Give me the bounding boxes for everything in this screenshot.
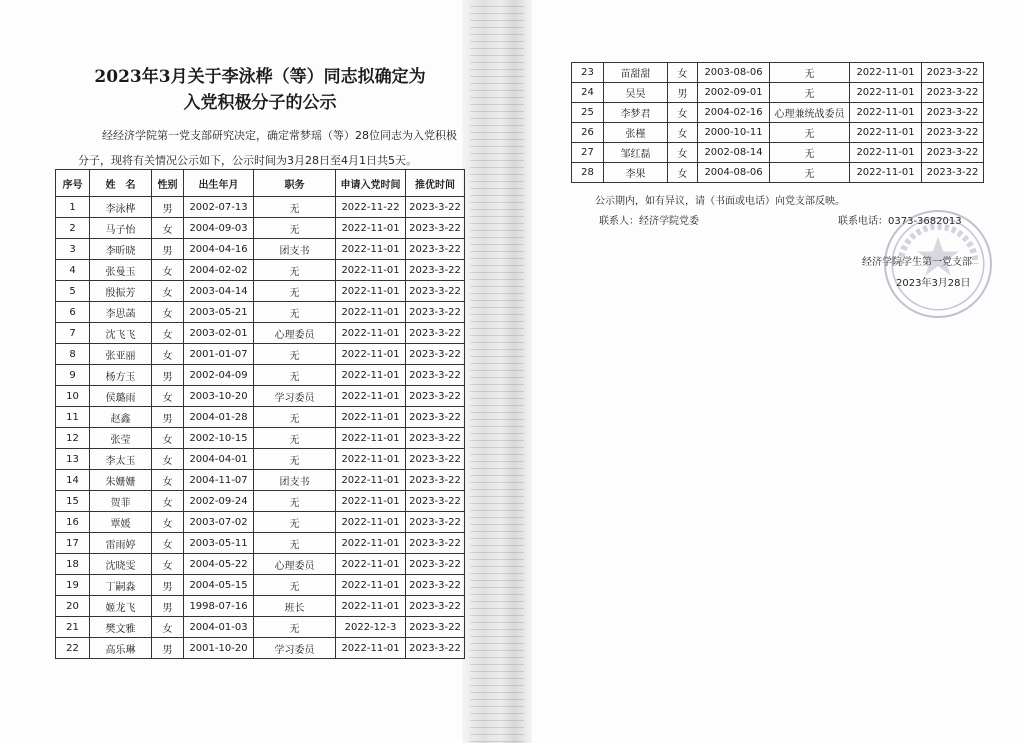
cell-gender: 男 (152, 407, 184, 428)
cell-recommend-date: 2023-3-22 (406, 365, 465, 386)
cell-apply-date: 2022-11-01 (336, 239, 406, 260)
cell-birth: 2002-09-01 (698, 83, 770, 103)
cell-name: 邹红磊 (604, 143, 668, 163)
header-recommend-date: 推优时间 (406, 170, 465, 197)
table-row (56, 491, 465, 512)
cell-birth: 2002-09-24 (184, 491, 254, 512)
cell-position: 无 (770, 143, 850, 163)
cell-apply-date: 2022-11-01 (336, 449, 406, 470)
cell-birth: 2004-04-16 (184, 239, 254, 260)
cell-recommend-date: 2023-3-22 (406, 470, 465, 491)
cell-gender: 男 (152, 197, 184, 218)
cell-birth: 2004-11-07 (184, 470, 254, 491)
cell-birth: 2002-04-09 (184, 365, 254, 386)
cell-index: 12 (56, 428, 90, 449)
cell-gender: 女 (152, 260, 184, 281)
cell-gender: 女 (152, 323, 184, 344)
cell-birth: 2004-08-06 (698, 163, 770, 183)
cell-position: 无 (254, 617, 336, 638)
cell-gender: 女 (152, 470, 184, 491)
cell-apply-date: 2022-11-01 (336, 281, 406, 302)
cell-apply-date: 2022-11-01 (850, 143, 922, 163)
cell-recommend-date: 2023-3-22 (922, 63, 984, 83)
cell-recommend-date: 2023-3-22 (406, 617, 465, 638)
cell-recommend-date: 2023-3-22 (922, 143, 984, 163)
cell-index: 28 (572, 163, 604, 183)
cell-name: 李果 (604, 163, 668, 183)
cell-gender: 男 (152, 239, 184, 260)
cell-index: 5 (56, 281, 90, 302)
cell-index: 16 (56, 512, 90, 533)
cell-apply-date: 2022-11-01 (336, 386, 406, 407)
cell-gender: 女 (152, 491, 184, 512)
cell-gender: 男 (152, 575, 184, 596)
cell-birth: 2004-05-22 (184, 554, 254, 575)
cell-recommend-date: 2023-3-22 (406, 344, 465, 365)
cell-index: 1 (56, 197, 90, 218)
cell-index: 21 (56, 617, 90, 638)
cell-gender: 女 (152, 449, 184, 470)
cell-birth: 2000-10-11 (698, 123, 770, 143)
cell-recommend-date: 2023-3-22 (406, 323, 465, 344)
objection-notice: 公示期内，如有异议，请（书面或电话）向党支部反映。 (595, 196, 845, 207)
header-index: 序号 (56, 170, 90, 197)
cell-recommend-date: 2023-3-22 (406, 428, 465, 449)
cell-name: 李泳桦 (90, 197, 152, 218)
cell-gender: 男 (152, 596, 184, 617)
issue-date: 2023年3月28日 (896, 278, 971, 289)
cell-birth: 2003-10-20 (184, 386, 254, 407)
cell-index: 14 (56, 470, 90, 491)
cell-index: 15 (56, 491, 90, 512)
doc-title-line1: 2023年3月关于李泳桦（等）同志拟确定为 (94, 67, 426, 87)
cell-gender: 女 (152, 617, 184, 638)
cell-name: 杨方玉 (90, 365, 152, 386)
table-row (56, 344, 465, 365)
table-row (572, 103, 984, 123)
table-row (56, 365, 465, 386)
cell-birth: 2004-01-03 (184, 617, 254, 638)
cell-index: 8 (56, 344, 90, 365)
cell-position: 无 (770, 83, 850, 103)
cell-recommend-date: 2023-3-22 (406, 239, 465, 260)
cell-birth: 2003-05-21 (184, 302, 254, 323)
issuer-name: 经济学院学生第一党支部 (862, 257, 972, 268)
cell-position: 无 (254, 281, 336, 302)
cell-index: 3 (56, 239, 90, 260)
cell-name: 贺菲 (90, 491, 152, 512)
cell-birth: 2001-01-07 (184, 344, 254, 365)
cell-name: 雷雨婷 (90, 533, 152, 554)
cell-gender: 女 (152, 386, 184, 407)
cell-position: 心理兼统战委员 (770, 103, 850, 123)
cell-recommend-date: 2023-3-22 (406, 260, 465, 281)
cell-name: 李思菡 (90, 302, 152, 323)
intro-line1: 经经济学院第一党支部研究决定，确定常梦瑶（等）28位同志为入党积极 (102, 129, 457, 142)
cell-birth: 2004-09-03 (184, 218, 254, 239)
roster-table-right (571, 62, 984, 183)
cell-apply-date: 2022-11-01 (336, 491, 406, 512)
table-row (56, 260, 465, 281)
cell-position: 无 (254, 260, 336, 281)
cell-name: 吴昊 (604, 83, 668, 103)
cell-apply-date: 2022-11-01 (336, 533, 406, 554)
cell-recommend-date: 2023-3-22 (922, 103, 984, 123)
cell-recommend-date: 2023-3-22 (922, 123, 984, 143)
table-row (56, 281, 465, 302)
cell-index: 10 (56, 386, 90, 407)
cell-index: 20 (56, 596, 90, 617)
table-row (572, 163, 984, 183)
cell-position: 无 (254, 407, 336, 428)
cell-position: 无 (254, 449, 336, 470)
table-row (56, 239, 465, 260)
table-row (572, 123, 984, 143)
cell-name: 覃媛 (90, 512, 152, 533)
cell-gender: 女 (668, 143, 698, 163)
table-header-row (56, 170, 465, 197)
cell-recommend-date: 2023-3-22 (406, 281, 465, 302)
cell-recommend-date: 2023-3-22 (406, 554, 465, 575)
cell-position: 无 (254, 365, 336, 386)
cell-name: 高乐琳 (90, 638, 152, 659)
table-row (56, 197, 465, 218)
cell-position: 无 (254, 197, 336, 218)
cell-index: 18 (56, 554, 90, 575)
header-birth: 出生年月 (184, 170, 254, 197)
cell-recommend-date: 2023-3-22 (406, 386, 465, 407)
cell-name: 姬龙飞 (90, 596, 152, 617)
cell-gender: 女 (668, 63, 698, 83)
table-row (56, 470, 465, 491)
table-row (56, 218, 465, 239)
cell-gender: 女 (668, 123, 698, 143)
table-row (56, 533, 465, 554)
cell-recommend-date: 2023-3-22 (922, 83, 984, 103)
roster-body-right (572, 63, 984, 183)
cell-apply-date: 2022-11-01 (850, 103, 922, 123)
cell-position: 学习委员 (254, 638, 336, 659)
cell-name: 丁嗣淼 (90, 575, 152, 596)
cell-recommend-date: 2023-3-22 (406, 638, 465, 659)
cell-apply-date: 2022-11-01 (336, 512, 406, 533)
cell-name: 张槿 (604, 123, 668, 143)
cell-index: 17 (56, 533, 90, 554)
cell-index: 24 (572, 83, 604, 103)
doc-title-line2: 入党积极分子的公示 (183, 93, 337, 113)
cell-index: 22 (56, 638, 90, 659)
cell-apply-date: 2022-11-01 (336, 407, 406, 428)
table-row (56, 512, 465, 533)
cell-birth: 2003-08-06 (698, 63, 770, 83)
cell-position: 无 (254, 218, 336, 239)
roster-body-left (56, 197, 465, 659)
cell-apply-date: 2022-11-01 (336, 575, 406, 596)
cell-position: 团支书 (254, 239, 336, 260)
table-row (56, 596, 465, 617)
cell-position: 心理委员 (254, 554, 336, 575)
cell-apply-date: 2022-11-01 (336, 302, 406, 323)
cell-gender: 女 (668, 103, 698, 123)
cell-position: 无 (254, 533, 336, 554)
table-row (56, 302, 465, 323)
cell-birth: 2002-10-15 (184, 428, 254, 449)
cell-birth: 1998-07-16 (184, 596, 254, 617)
cell-name: 樊文雅 (90, 617, 152, 638)
cell-birth: 2004-01-28 (184, 407, 254, 428)
cell-apply-date: 2022-11-01 (850, 163, 922, 183)
cell-recommend-date: 2023-3-22 (406, 575, 465, 596)
cell-index: 27 (572, 143, 604, 163)
cell-position: 无 (254, 344, 336, 365)
cell-position: 无 (770, 123, 850, 143)
cell-index: 2 (56, 218, 90, 239)
cell-apply-date: 2022-11-01 (336, 470, 406, 491)
cell-gender: 男 (152, 638, 184, 659)
cell-position: 无 (254, 512, 336, 533)
cell-position: 团支书 (254, 470, 336, 491)
cell-index: 11 (56, 407, 90, 428)
cell-apply-date: 2022-11-01 (850, 83, 922, 103)
cell-name: 李昕晓 (90, 239, 152, 260)
cell-name: 朱姗姗 (90, 470, 152, 491)
cell-gender: 女 (668, 163, 698, 183)
cell-apply-date: 2022-11-01 (336, 323, 406, 344)
cell-apply-date: 2022-11-01 (850, 123, 922, 143)
cell-birth: 2004-05-15 (184, 575, 254, 596)
cell-gender: 女 (152, 512, 184, 533)
cell-gender: 女 (152, 554, 184, 575)
contact-person: 联系人：经济学院党委 (599, 216, 699, 227)
cell-position: 无 (254, 575, 336, 596)
cell-apply-date: 2022-11-01 (336, 344, 406, 365)
cell-name: 沈飞飞 (90, 323, 152, 344)
table-row (56, 407, 465, 428)
cell-recommend-date: 2023-3-22 (922, 163, 984, 183)
cell-birth: 2003-05-11 (184, 533, 254, 554)
cell-gender: 女 (152, 302, 184, 323)
header-name: 姓 名 (90, 170, 152, 197)
cell-birth: 2004-04-01 (184, 449, 254, 470)
cell-gender: 女 (152, 428, 184, 449)
table-row (56, 575, 465, 596)
cell-apply-date: 2022-11-01 (336, 260, 406, 281)
cell-index: 6 (56, 302, 90, 323)
cell-apply-date: 2022-12-3 (336, 617, 406, 638)
header-gender: 性别 (152, 170, 184, 197)
cell-name: 张曼玉 (90, 260, 152, 281)
cell-apply-date: 2022-11-01 (336, 218, 406, 239)
contact-phone: 联系电话：0373-3682013 (838, 216, 962, 227)
cell-recommend-date: 2023-3-22 (406, 197, 465, 218)
cell-position: 无 (254, 491, 336, 512)
table-row (56, 386, 465, 407)
cell-gender: 男 (152, 365, 184, 386)
table-row (56, 617, 465, 638)
cell-birth: 2003-07-02 (184, 512, 254, 533)
cell-recommend-date: 2023-3-22 (406, 407, 465, 428)
cell-gender: 女 (152, 533, 184, 554)
cell-recommend-date: 2023-3-22 (406, 218, 465, 239)
cell-recommend-date: 2023-3-22 (406, 302, 465, 323)
cell-name: 李太玉 (90, 449, 152, 470)
cell-apply-date: 2022-11-01 (336, 428, 406, 449)
cell-name: 马子怡 (90, 218, 152, 239)
cell-apply-date: 2022-11-22 (336, 197, 406, 218)
cell-name: 侯璐雨 (90, 386, 152, 407)
header-position: 职务 (254, 170, 336, 197)
table-row (572, 63, 984, 83)
cell-apply-date: 2022-11-01 (336, 365, 406, 386)
cell-recommend-date: 2023-3-22 (406, 533, 465, 554)
cell-index: 23 (572, 63, 604, 83)
cell-apply-date: 2022-11-01 (336, 596, 406, 617)
table-row (56, 428, 465, 449)
cell-index: 4 (56, 260, 90, 281)
table-row (56, 449, 465, 470)
cell-position: 学习委员 (254, 386, 336, 407)
cell-gender: 女 (152, 281, 184, 302)
cell-position: 班长 (254, 596, 336, 617)
cell-name: 张莹 (90, 428, 152, 449)
cell-name: 苗甜甜 (604, 63, 668, 83)
cell-position: 无 (254, 302, 336, 323)
cell-apply-date: 2022-11-01 (336, 554, 406, 575)
cell-name: 殷振芳 (90, 281, 152, 302)
table-row (56, 638, 465, 659)
cell-position: 心理委员 (254, 323, 336, 344)
header-apply-date: 申请入党时间 (336, 170, 406, 197)
cell-birth: 2002-07-13 (184, 197, 254, 218)
cell-gender: 女 (152, 344, 184, 365)
cell-name: 赵鑫 (90, 407, 152, 428)
cell-birth: 2004-02-02 (184, 260, 254, 281)
cell-index: 25 (572, 103, 604, 123)
cell-birth: 2003-04-14 (184, 281, 254, 302)
cell-name: 张亚丽 (90, 344, 152, 365)
cell-name: 沈晓雯 (90, 554, 152, 575)
cell-index: 9 (56, 365, 90, 386)
cell-birth: 2003-02-01 (184, 323, 254, 344)
cell-recommend-date: 2023-3-22 (406, 596, 465, 617)
gutter-shadow (470, 0, 524, 743)
cell-position: 无 (770, 163, 850, 183)
cell-birth: 2004-02-16 (698, 103, 770, 123)
cell-birth: 2002-08-14 (698, 143, 770, 163)
cell-apply-date: 2022-11-01 (336, 638, 406, 659)
cell-birth: 2001-10-20 (184, 638, 254, 659)
intro-line2: 分子，现将有关情况公示如下，公示时间为3月28日至4月1日共5天。 (78, 154, 417, 167)
cell-recommend-date: 2023-3-22 (406, 512, 465, 533)
cell-gender: 女 (152, 218, 184, 239)
cell-index: 13 (56, 449, 90, 470)
roster-table-left (55, 169, 465, 659)
table-row (572, 83, 984, 103)
cell-position: 无 (770, 63, 850, 83)
cell-position: 无 (254, 428, 336, 449)
table-row (56, 323, 465, 344)
cell-recommend-date: 2023-3-22 (406, 449, 465, 470)
cell-apply-date: 2022-11-01 (850, 63, 922, 83)
cell-recommend-date: 2023-3-22 (406, 491, 465, 512)
table-row (56, 554, 465, 575)
cell-gender: 男 (668, 83, 698, 103)
cell-name: 李梦君 (604, 103, 668, 123)
cell-index: 19 (56, 575, 90, 596)
cell-index: 26 (572, 123, 604, 143)
table-row (572, 143, 984, 163)
cell-index: 7 (56, 323, 90, 344)
